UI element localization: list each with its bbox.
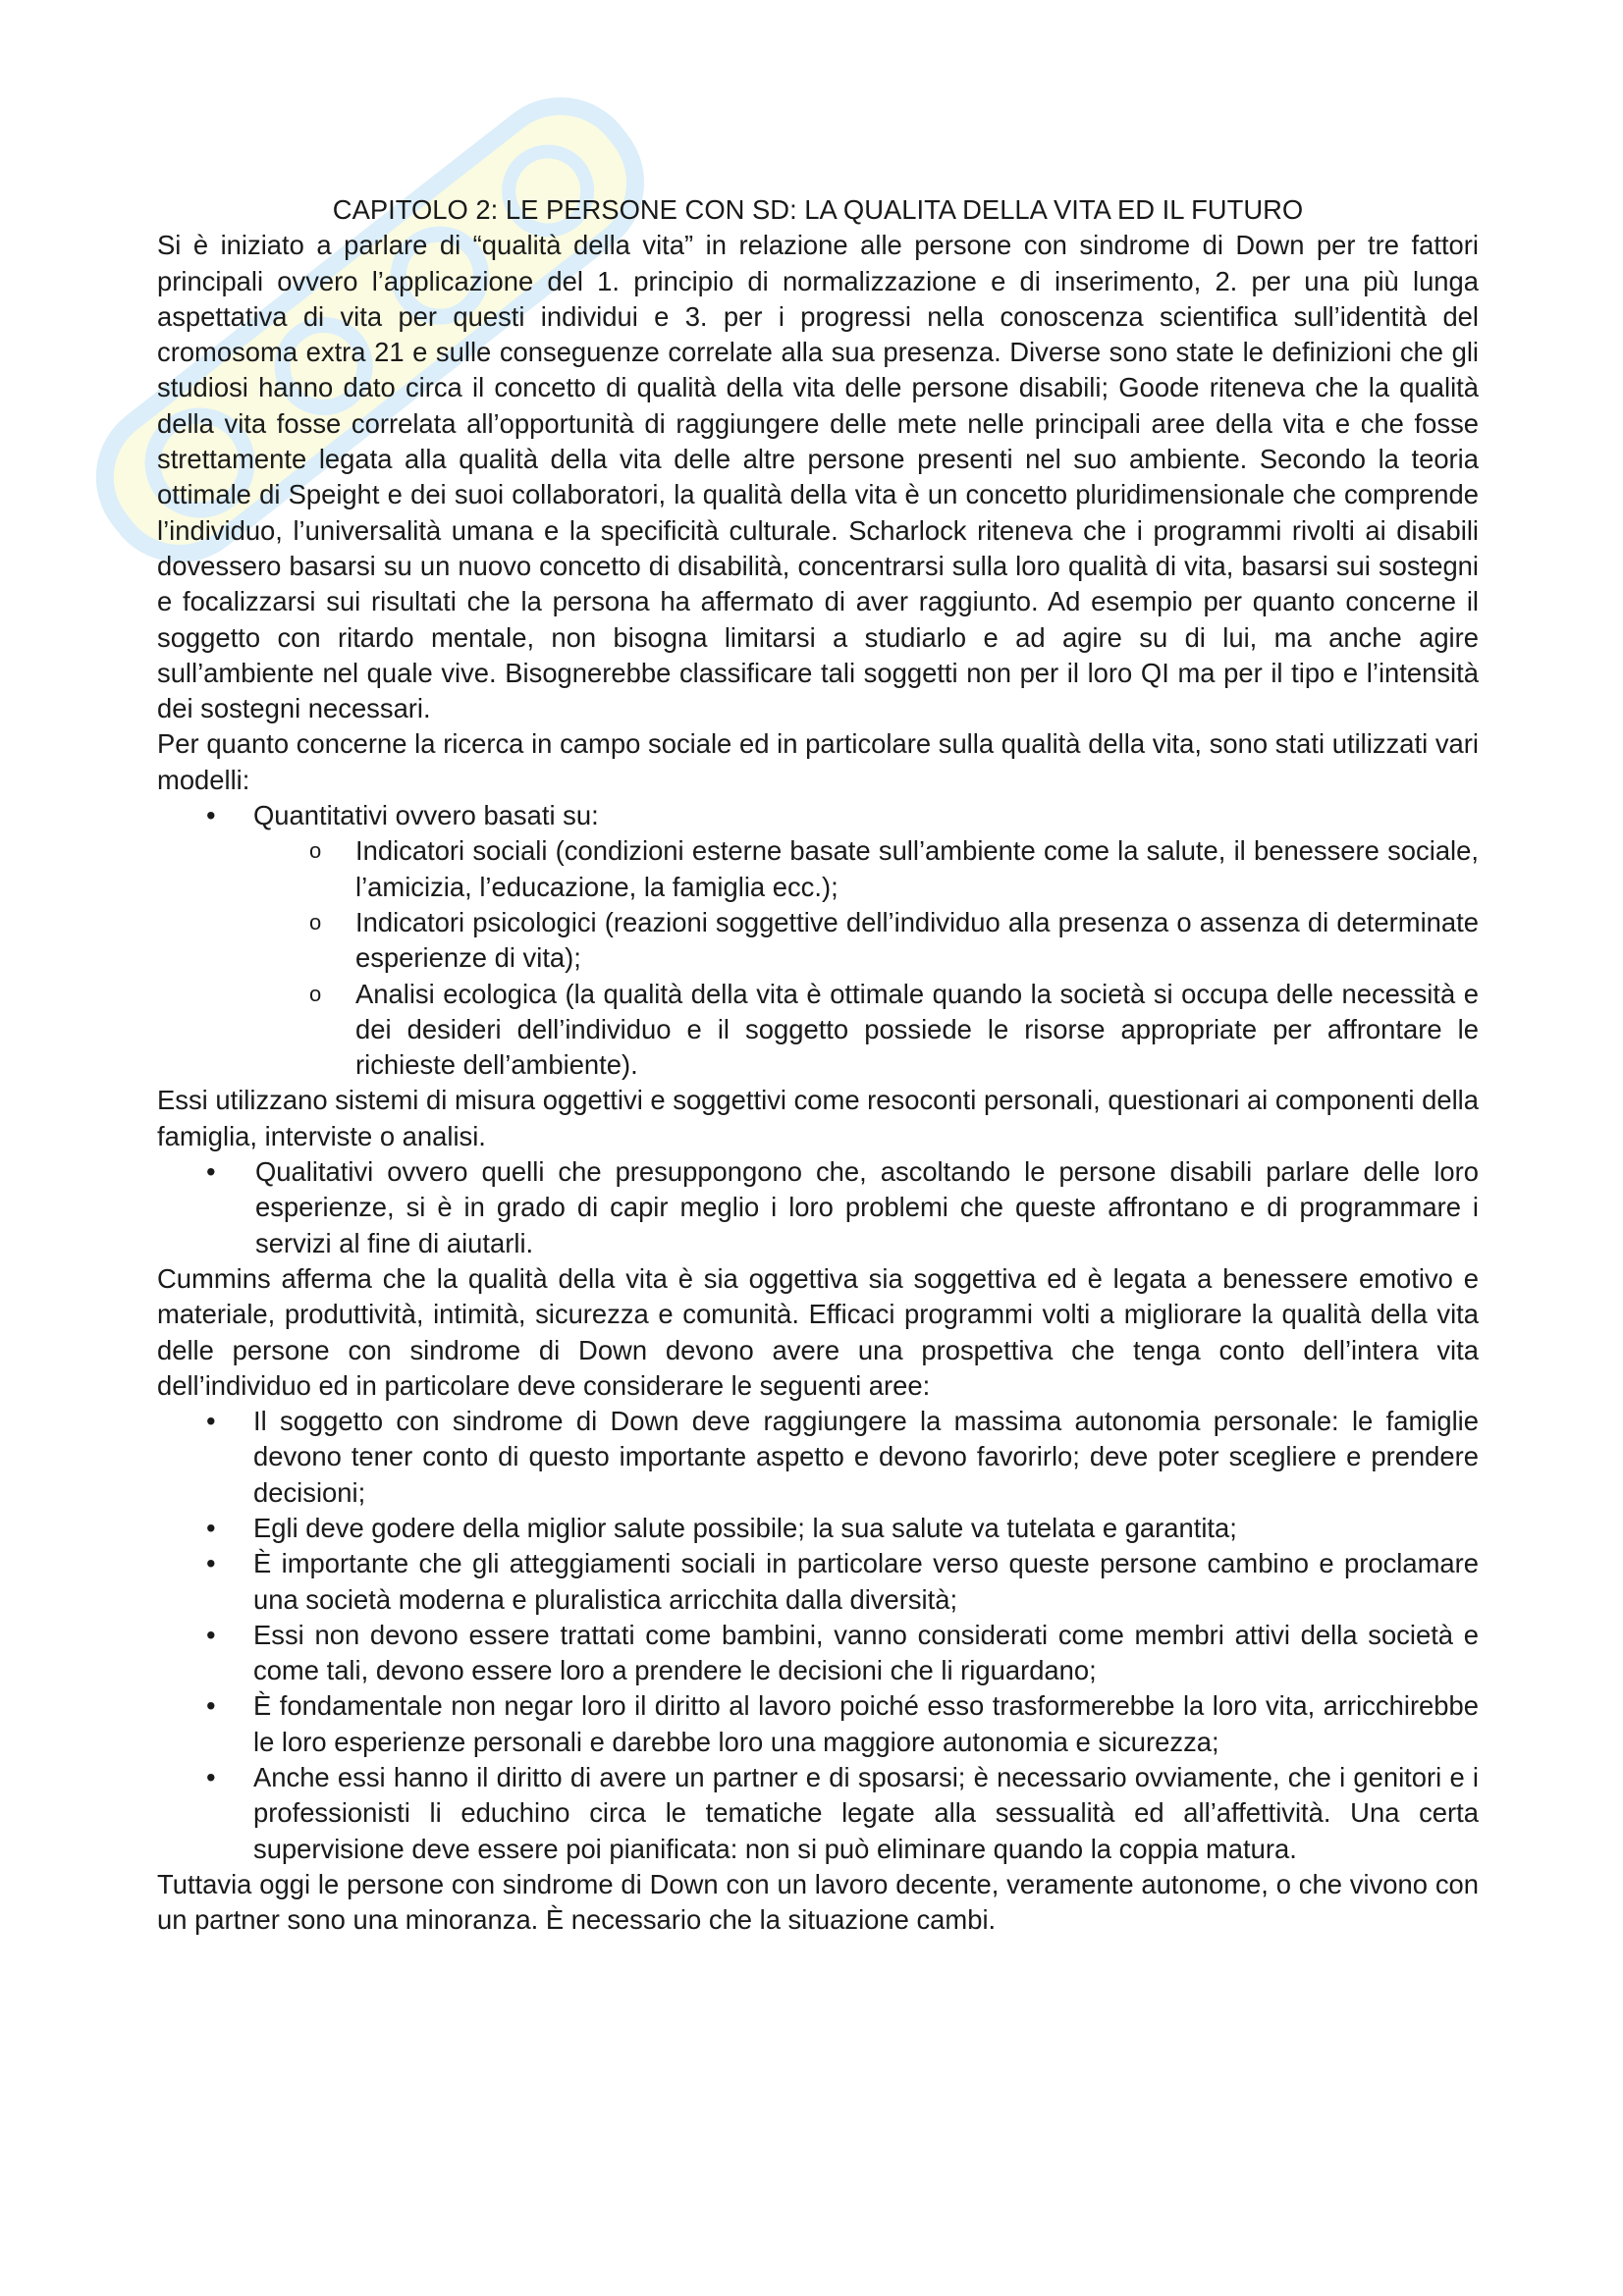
page-title: CAPITOLO 2: LE PERSONE CON SD: LA QUALITA DELLA VITA ED IL FUTURO [332,194,1304,225]
sub-bullet-icon: o [309,909,322,934]
sublist-item-text: Indicatori psicologici (reazioni soggettive dell’individuo alla presenza o assenza di determinate esperienze di vita); [355,906,1479,974]
areas-list-item [157,1618,1479,1689]
bullet-icon: • [206,1548,216,1579]
areas-list-item-text: Essi non devono essere trattati come bambini, vanno considerati come membri attivi della società e come tali, devono essere loro a prendere le decisioni che li riguardano; [253,1619,1479,1686]
areas-list-item [157,1546,1479,1618]
intro-paragraph: Si è iniziato a parlare di “qualità della vita” in relazione alle persone con sindrome di Down per tre fattori principali ovvero l’applicazione del 1. principio di normalizzazione e di inserimento, 2. per una più lunga aspettativa di vita per questi individui e 3. per i progressi nella conoscenza scientifica sull’identità del cromosoma extra 21 e sulle conseguenze correlate alla sua presenza. Diverse sono state le definizioni che gli studiosi hanno dato circa il concetto di qualità della vita delle persone disabili; Goode riteneva che la qualità della vita fosse correlata all’opportunità di raggiungere delle mete nelle principali aree della vita e che fosse strettamente legata alla qualità della vita delle altre persone presenti nel suo ambiente. Secondo la teoria ottimale di Speight e dei suoi collaboratori, la qualità della vita è un concetto pluridimensionale che comprende l’individuo, l’universalità umana e la specificità culturale. Scharlock riteneva che i programmi rivolti ai disabili dovessero basarsi su un nuovo concetto di disabilità, concentrarsi sulla loro qualità di vita, basarsi sui sostegni e focalizzarsi sui risultati che la persona ha affermato di aver raggiunto. Ad esempio per quanto concerne il soggetto con ritardo mentale, non bisogna limitarsi a studiarlo e ad agire su di lui, ma anche agire sull’ambiente nel quale vive. Bisognerebbe classificare tali soggetti non per il loro QI ma per il tipo e l’intensità dei sostegni necessari. [157,230,1479,724]
areas-list-item-text: Il soggetto con sindrome di Down deve raggiungere la massima autonomia personale: le famiglie devono tener conto di questo importante aspetto e devono favorirlo; deve poter scegliere e prendere decisioni; [253,1406,1479,1508]
areas-list-item-text: Anche essi hanno il diritto di avere un partner e di sposarsi; è necessario ovviamente, che i genitori e i professionisti li educhino circa le tematiche legate alla sessualità ed all’affettività. Una certa supervisione deve essere poi pianificata: non si può eliminare quando la coppia matura. [253,1762,1479,1864]
sublist-item [157,977,1479,1084]
areas-list-item [157,1688,1479,1760]
list-item-text: Qualitativi ovvero quelli che presuppongono che, ascoltando le persone disabili parlare delle loro esperienze, si è in grado di capir meglio i loro problemi che queste affrontano e di programmare i servizi al fine di aiutarli. [255,1156,1479,1258]
sub-bullet-icon: o [309,838,322,864]
quantitative-sublist [157,833,1479,1083]
list-item-qualitative [157,1154,1479,1261]
cummins-paragraph: Cummins afferma che la qualità della vita è sia oggettiva sia soggettiva ed è legata a benessere emotivo e materiale, produttività, intimità, sicurezza e comunità. Efficaci programmi volti a migliorare la qualità della vita delle persone con sindrome di Down devono avere una prospettiva che tenga conto dell’intera vita dell’individuo ed in particolare deve considerare le seguenti aree: [157,1262,1479,1401]
bullet-icon: • [206,800,216,831]
bullet-icon: • [206,1762,216,1793]
models-list [157,798,1479,833]
conclusion-paragraph: Tuttavia oggi le persone con sindrome di Down con un lavoro decente, veramente autonome, o che vivono con un partner sono una minoranza. È necessario che la situazione cambi. [157,1868,1479,1936]
sublist-item [157,905,1479,977]
list-item-quantitative [157,798,1479,833]
list-item-label: Quantitativi ovvero basati su: [253,800,599,831]
areas-list-item [157,1404,1479,1511]
bullet-icon: • [206,1690,216,1722]
document-page [157,192,1479,1939]
sublist-item-text: Analisi ecologica (la qualità della vita è ottimale quando la società si occupa delle necessità e dei desideri dell’individuo e il soggetto possiede le risorse appropriate per affrontare le richieste dell’ambiente). [355,978,1479,1081]
sub-bullet-icon: o [309,981,322,1006]
bullet-icon: • [206,1512,216,1543]
systems-paragraph: Essi utilizzano sistemi di misura oggettivi e soggettivi come resoconti personali, questionari ai componenti della famiglia, interviste o analisi. [157,1085,1479,1151]
areas-list-item [157,1511,1479,1546]
bullet-icon: • [206,1406,216,1437]
areas-list [157,1404,1479,1867]
bullet-icon: • [206,1156,216,1188]
research-intro-paragraph: Per quanto concerne la ricerca in campo sociale ed in particolare sulla qualità della vita, sono stati utilizzati vari modelli: [157,728,1479,795]
areas-list-item [157,1760,1479,1867]
areas-list-item-text: È importante che gli atteggiamenti sociali in particolare verso queste persone cambino e proclamare una società moderna e pluralistica arricchita dalla diversità; [253,1548,1479,1615]
areas-list-item-text: È fondamentale non negar loro il diritto al lavoro poiché esso trasformerebbe la loro vita, arricchirebbe le loro esperienze personali e darebbe loro una maggiore autonomia e sicurezza; [253,1690,1479,1757]
qualitative-list [157,1154,1479,1261]
bullet-icon: • [206,1619,216,1650]
areas-list-item-text: Egli deve godere della miglior salute possibile; la sua salute va tutelata e garantita; [253,1512,1237,1543]
sublist-item [157,833,1479,905]
sublist-item-text: Indicatori sociali (condizioni esterne basate sull’ambiente come la salute, il benessere sociale, l’amicizia, l’educazione, la famiglia ecc.); [355,835,1479,902]
